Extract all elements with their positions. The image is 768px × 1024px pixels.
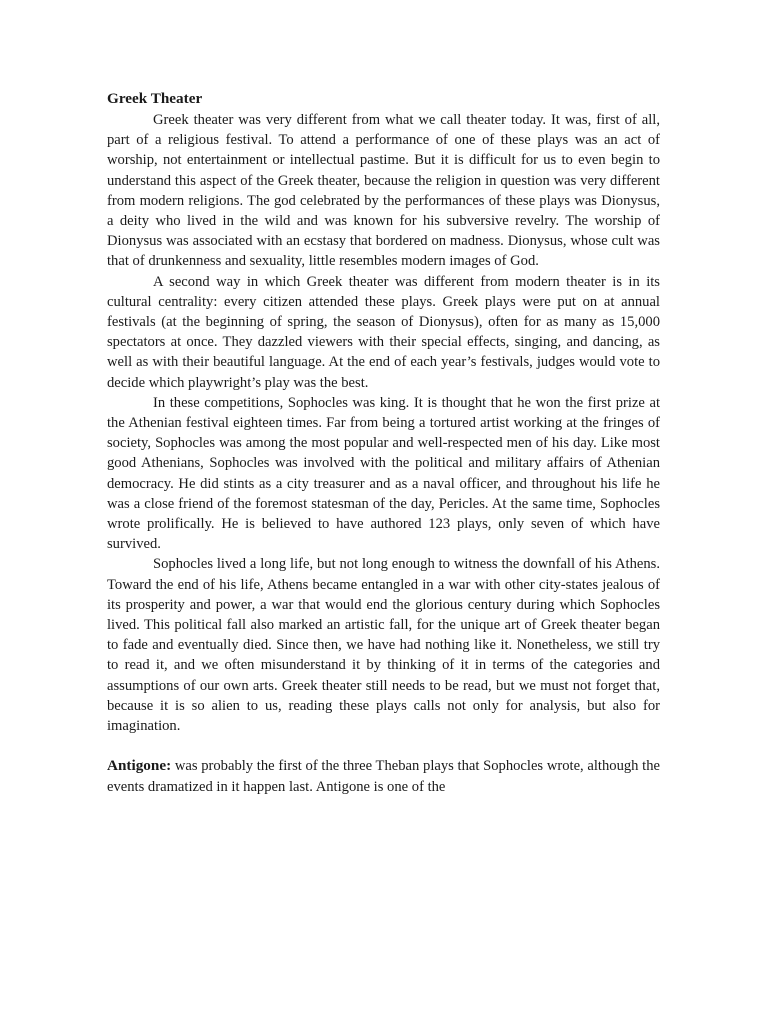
paragraph-1: Greek theater was very different from what we call theater today. It was, first of all, part of a religious festival. To attend a performance of one of these plays was an act of worship, not entertainment or intellectual pastime. But it is difficult for us to even begin to understand this aspect of the Greek theater, because the religion in question was very different from modern religions. The god celebrated by the performances of these plays was Dionysus, a deity who lived in the wild and was known for his subversive revelry. The worship of Dionysus was associated with an ecstasy that bordered on madness. Dionysus, whose cult was that of drunkenness and sexuality, little resembles modern images of God. (107, 112, 660, 270)
antigone-term: Antigone: (107, 757, 172, 775)
paragraph-4: Sophocles lived a long life, but not long enough to witness the downfall of his Athens. Toward the end of his life, Athens became entangled in a war with other city-states jealous of its prosperity and power, a war that would end the glorious century during which Sophocles lived. This political fall also marked an artistic fall, for the unique art of Greek theater began to fade and eventually died. Since then, we have had nothing like it. Nonetheless, we still try to read it, and we often misunderstand it by thinking of it in terms of the categories and assumptions of our own arts. Greek theater still needs to be read, but we must not forget that, because it is so alien to us, reading these plays calls not only for analysis, but also for imagination. (107, 556, 660, 735)
antigone-paragraph (107, 756, 660, 796)
document-page (107, 88, 660, 797)
paragraph-gap (107, 736, 660, 756)
paragraph-2: A second way in which Greek theater was different from modern theater is in its cultural centrality: every citizen attended these plays. Greek plays were put on at annual festivals (at the beginning of spring, the season of Dionysus), often for as many as 15,000 spectators at once. They dazzled viewers with their special effects, singing, and dancing, as well as with their beautiful language. At the end of each year’s festivals, judges would vote to decide which playwright’s play was the best. (107, 273, 660, 391)
section-title: Greek Theater (107, 90, 203, 107)
paragraph-3: In these competitions, Sophocles was king. It is thought that he won the first prize at the Athenian festival eighteen times. Far from being a tortured artist working at the fringes of society, Sophocles was among the most popular and well-respected men of his day. Like most good Athenians, Sophocles was involved with the political and military affairs of Athenian democracy. He did stints as a city treasurer and as a naval officer, and throughout his life he was a close friend of the foremost statesman of the day, Pericles. At the same time, Sophocles wrote prolifically. He is believed to have authored 123 plays, only seven of which have survived. (107, 394, 660, 553)
antigone-text: was probably the first of the three Theban plays that Sophocles wrote, although the events dramatized in it happen last. Antigone is one of the (107, 758, 660, 795)
